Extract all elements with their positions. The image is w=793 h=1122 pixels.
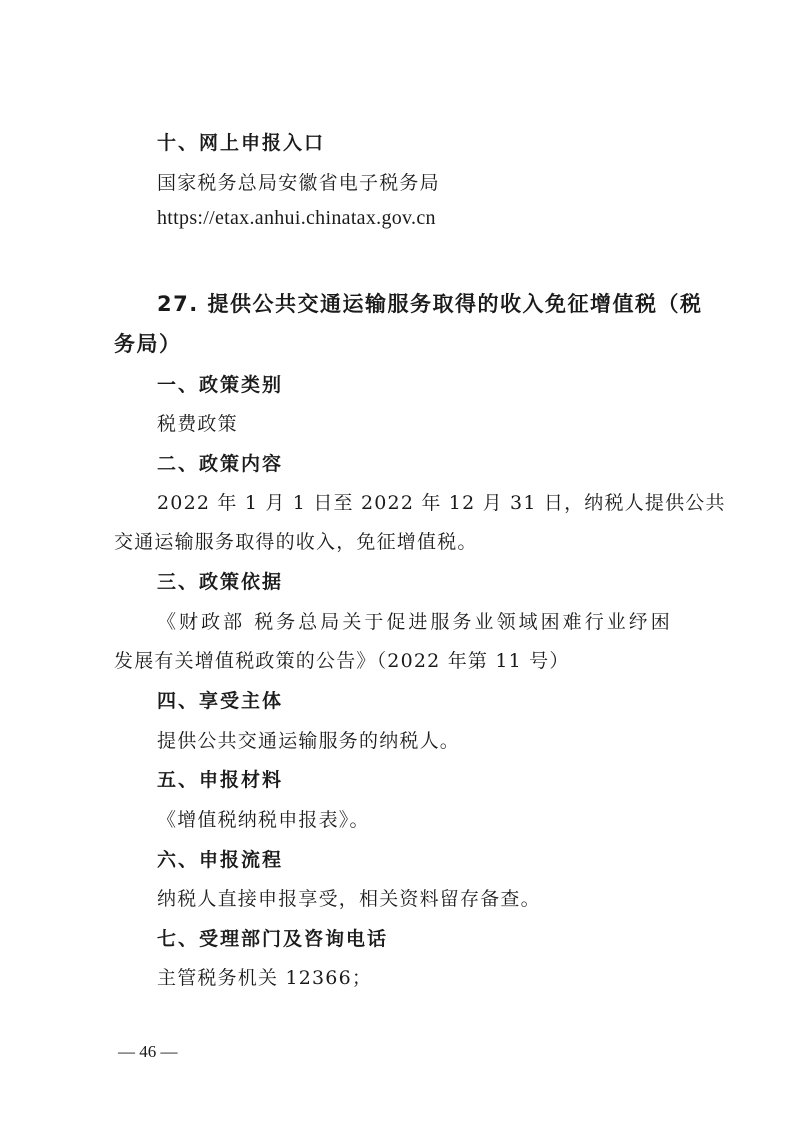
policy-type-text: 税费政策 [157,413,238,435]
item-title: 27. 提供公共交通运输服务取得的收入免征增值税（税 [157,292,703,316]
item-title-continued: 务局） [114,332,182,356]
beneficiary-text: 提供公共交通运输服务的纳税人。 [157,730,461,752]
section-text: 国家税务总局安徽省电子税务局 [157,172,440,194]
materials-heading: 五、申报材料 [157,769,284,791]
policy-basis-text-continued: 发展有关增值税政策的公告》（2022 年第 11 号） [114,650,570,672]
policy-basis-text: 《财政部 税务总局关于促进服务业领域困难行业纾困 [157,611,671,633]
policy-content-text: 2022 年 1 月 1 日至 2022 年 12 月 31 日，纳税人提供公共 [157,492,726,514]
page-number: — 46 — [118,1042,178,1061]
policy-basis-heading: 三、政策依据 [157,571,284,593]
department-heading: 七、受理部门及咨询电话 [157,928,389,950]
policy-content-text-continued: 交通运输服务取得的收入，免征增值税。 [114,531,478,553]
process-heading: 六、申报流程 [157,849,284,871]
beneficiary-heading: 四、享受主体 [157,690,284,712]
section-heading: 十、网上申报入口 [157,132,326,154]
policy-content-heading: 二、政策内容 [157,453,284,475]
policy-type-heading: 一、政策类别 [157,374,284,396]
department-text: 主管税务机关 12366； [157,967,373,989]
materials-text: 《增值税纳税申报表》。 [157,809,370,831]
portal-url-link[interactable]: https://etax.anhui.chinatax.gov.cn [157,207,436,229]
process-text: 纳税人直接申报享受，相关资料留存备查。 [157,888,541,910]
